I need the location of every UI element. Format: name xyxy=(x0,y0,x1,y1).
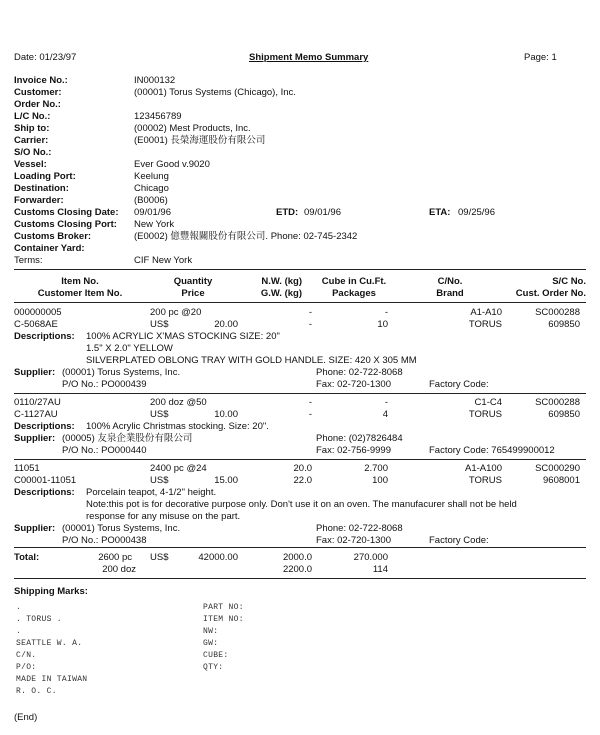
terms-value: CIF New York xyxy=(134,255,193,266)
order-label: Order No.: xyxy=(14,99,61,110)
total-cube: 270.000 xyxy=(353,552,388,563)
divider xyxy=(14,547,586,548)
cust-order-no: 9608001 xyxy=(543,475,580,486)
brand: TORUS xyxy=(468,475,502,486)
customs-closing-port-value: New York xyxy=(134,219,175,230)
marks-line: PART NO: xyxy=(203,603,244,612)
brand: TORUS xyxy=(468,319,502,330)
customer-label: Customer: xyxy=(14,87,62,98)
quantity: 200 doz @50 xyxy=(150,397,207,408)
marks-line: . xyxy=(16,627,22,636)
col-cust-order-no: Cust. Order No. xyxy=(515,288,586,299)
descriptions-label: Descriptions: xyxy=(14,487,75,498)
description-line: 1.5" X 2.0" YELLOW xyxy=(86,343,173,354)
packages: 100 xyxy=(372,475,388,486)
net-weight: 20.0 xyxy=(293,463,312,474)
col-sc-no: S/C No. xyxy=(552,276,586,287)
col-customer-item-no: Customer Item No. xyxy=(37,288,123,299)
price: 20.00 xyxy=(214,319,238,330)
marks-line: . xyxy=(16,603,22,612)
report-title: Shipment Memo Summary xyxy=(249,52,369,63)
col-cno: C/No. xyxy=(437,276,463,287)
report-date: Date: 01/23/97 xyxy=(14,52,77,63)
total-amount: 42000.00 xyxy=(198,552,238,563)
invoice-value: IN000132 xyxy=(134,75,176,86)
po-no: P/O No.: PO000440 xyxy=(62,445,147,456)
net-weight: - xyxy=(308,397,312,408)
customer-value: (00001) Torus Systems (Chicago), Inc. xyxy=(134,87,296,98)
supplier-value: (00001) Torus Systems, Inc. xyxy=(62,523,181,534)
terms-label: Terms: xyxy=(14,255,43,266)
currency: US$ xyxy=(150,475,169,486)
item-no: 11051 xyxy=(14,463,40,474)
etd-label: ETD: xyxy=(276,207,299,218)
eta-value: 09/25/96 xyxy=(458,207,495,218)
quantity: 200 pc @20 xyxy=(150,307,202,318)
total-net-weight: 2000.0 xyxy=(282,552,312,563)
shipto-value: (00002) Mest Products, Inc. xyxy=(134,123,251,134)
factory-code: Factory Code: xyxy=(429,379,489,390)
description-line: Porcelain teapot, 4-1/2" height. xyxy=(86,487,217,498)
customer-item-no: C-1127AU xyxy=(14,409,58,420)
supplier-label: Supplier: xyxy=(14,523,56,534)
gross-weight: 22.0 xyxy=(293,475,312,486)
po-no: P/O No.: PO000439 xyxy=(62,379,147,390)
packages: 4 xyxy=(382,409,388,420)
marks-line: NW: xyxy=(203,627,219,636)
quantity: 2400 pc @24 xyxy=(150,463,207,474)
lc-label: L/C No.: xyxy=(14,111,51,122)
gross-weight: - xyxy=(308,409,312,420)
marks-line: CUBE: xyxy=(203,651,229,660)
marks-line: QTY: xyxy=(203,663,224,672)
item-no: 0110/27AU xyxy=(14,397,61,408)
carrier-label: Carrier: xyxy=(14,135,49,146)
supplier-fax: Fax: 02-720-1300 xyxy=(316,535,391,546)
destination-value: Chicago xyxy=(134,183,169,194)
supplier-value: (00001) Torus Systems, Inc. xyxy=(62,367,181,378)
marks-line: P/O: xyxy=(16,663,37,672)
descriptions-label: Descriptions: xyxy=(14,331,75,342)
description-line: SILVERPLATED OBLONG TRAY WITH GOLD HANDLE. SIZE: 420 X 305 MM xyxy=(86,355,417,366)
customs-closing-date-label: Customs Closing Date: xyxy=(14,207,119,218)
supplier-value: (00005) 友泉企業股份有限公司 xyxy=(62,433,193,444)
net-weight: - xyxy=(308,307,312,318)
forwarder-value: (B0006) xyxy=(134,195,168,206)
carrier-value: (E0001) 長榮海運股份有限公司 xyxy=(134,135,266,146)
marks-line: MADE IN TAIWAN xyxy=(16,675,88,684)
invoice-label: Invoice No.: xyxy=(14,75,68,86)
vessel-value: Ever Good v.9020 xyxy=(134,159,210,170)
customs-broker-label: Customs Broker: xyxy=(14,231,92,242)
price: 10.00 xyxy=(214,409,238,420)
marks-line: . TORUS . xyxy=(16,615,62,624)
divider xyxy=(14,393,586,394)
total-qty-doz: 200 doz xyxy=(102,564,136,575)
shipping-marks-title: Shipping Marks: xyxy=(14,586,88,597)
col-gw: G.W. (kg) xyxy=(260,288,302,299)
description-line: 100% Acrylic Christmas stocking. Size: 20". xyxy=(86,421,269,432)
item-no: 000000005 xyxy=(14,307,62,318)
col-nw: N.W. (kg) xyxy=(261,276,302,287)
cust-order-no: 609850 xyxy=(548,409,580,420)
marks-line: C/N. xyxy=(16,651,37,660)
total-packages: 114 xyxy=(372,564,388,575)
divider xyxy=(14,578,586,579)
col-price: Price xyxy=(181,288,205,299)
divider xyxy=(14,459,586,460)
packages: 10 xyxy=(377,319,388,330)
col-cube: Cube in Cu.Ft. xyxy=(321,276,387,287)
supplier-phone: Phone: 02-722-8068 xyxy=(316,367,403,378)
loading-port-label: Loading Port: xyxy=(14,171,76,182)
marks-line: GW: xyxy=(203,639,219,648)
lc-value: 123456789 xyxy=(134,111,182,122)
supplier-fax: Fax: 02-720-1300 xyxy=(316,379,391,390)
cust-order-no: 609850 xyxy=(548,319,580,330)
description-line: 100% ACRYLIC X'MAS STOCKING SIZE: 20" xyxy=(86,331,280,342)
forwarder-label: Forwarder: xyxy=(14,195,64,206)
gross-weight: - xyxy=(308,319,312,330)
container-yard-label: Container Yard: xyxy=(14,243,85,254)
etd-value: 09/01/96 xyxy=(304,207,341,218)
brand: TORUS xyxy=(468,409,502,420)
total-gross-weight: 2200.0 xyxy=(282,564,312,575)
destination-label: Destination: xyxy=(14,183,69,194)
customs-closing-date-value: 09/01/96 xyxy=(134,207,171,218)
carton-no: C1-C4 xyxy=(474,397,502,408)
currency: US$ xyxy=(150,409,169,420)
customer-item-no: C00001-11051 xyxy=(14,475,77,486)
marks-line: SEATTLE W. A. xyxy=(16,639,83,648)
marks-line: ITEM NO: xyxy=(203,615,244,624)
eta-label: ETA: xyxy=(429,207,451,218)
divider xyxy=(14,302,586,303)
cube: 2.700 xyxy=(364,463,388,474)
supplier-phone: Phone: (02)7826484 xyxy=(316,433,403,444)
cube: - xyxy=(384,397,388,408)
sc-no: SC000288 xyxy=(535,397,580,408)
col-packages: Packages xyxy=(332,288,376,299)
marks-line: R. O. C. xyxy=(16,687,57,696)
so-label: S/O No.: xyxy=(14,147,52,158)
total-currency: US$ xyxy=(150,552,169,563)
total-qty-pc: 2600 pc xyxy=(98,552,132,563)
po-no: P/O No.: PO000438 xyxy=(62,535,147,546)
supplier-phone: Phone: 02-722-8068 xyxy=(316,523,403,534)
loading-port-value: Keelung xyxy=(134,171,169,182)
factory-code: Factory Code: xyxy=(429,535,489,546)
vessel-label: Vessel: xyxy=(14,159,47,170)
sc-no: SC000290 xyxy=(535,463,580,474)
description-line: Note:this pot is for decorative purpose only. Don't use it on an oven. The manufacurer shall not be held xyxy=(86,499,517,510)
end-marker: (End) xyxy=(14,712,38,723)
supplier-fax: Fax: 02-756-9999 xyxy=(316,445,391,456)
divider xyxy=(14,269,586,270)
sc-no: SC000288 xyxy=(535,307,580,318)
page-number: Page: 1 xyxy=(524,52,557,63)
customs-closing-port-label: Customs Closing Port: xyxy=(14,219,117,230)
descriptions-label: Descriptions: xyxy=(14,421,75,432)
total-label: Total: xyxy=(14,552,40,563)
currency: US$ xyxy=(150,319,169,330)
carton-no: A1-A100 xyxy=(465,463,502,474)
price: 15.00 xyxy=(214,475,238,486)
shipto-label: Ship to: xyxy=(14,123,50,134)
customer-item-no: C-5068AE xyxy=(14,319,58,330)
supplier-label: Supplier: xyxy=(14,367,56,378)
col-quantity: Quantity xyxy=(173,276,213,287)
supplier-label: Supplier: xyxy=(14,433,56,444)
cube: - xyxy=(384,307,388,318)
carton-no: A1-A10 xyxy=(470,307,502,318)
description-line: response for any misuse on the part. xyxy=(86,511,241,522)
customs-broker-value: (E0002) 億豐報關股份有限公司. Phone: 02-745-2342 xyxy=(134,231,358,242)
factory-code: Factory Code: 765499900012 xyxy=(429,445,555,456)
col-item-no: Item No. xyxy=(61,276,99,287)
col-brand: Brand xyxy=(436,288,464,299)
